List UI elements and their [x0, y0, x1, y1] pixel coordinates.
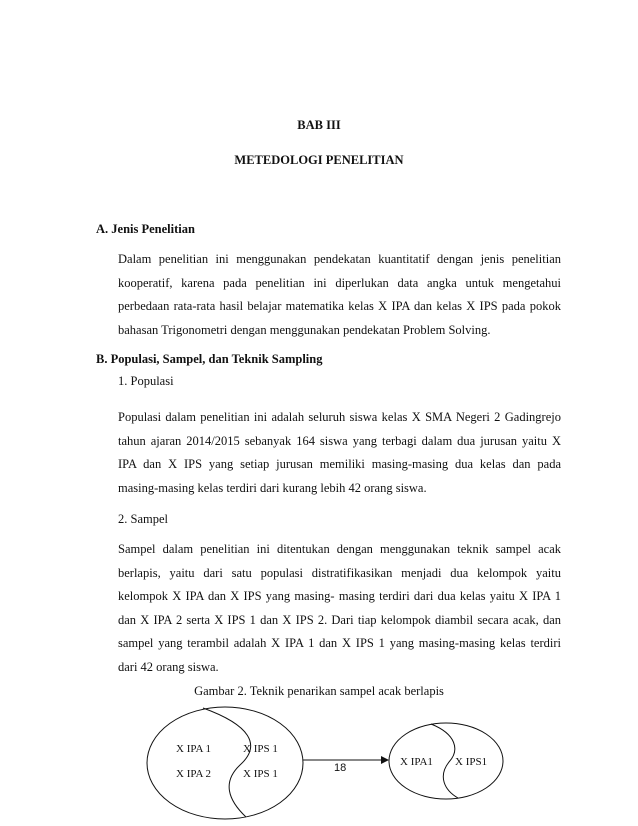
paragraph-line: kelompok X IPA dan X IPS yang masing- masing terdiri dari dua kelas yaitu X IPA 1 [118, 589, 561, 603]
paragraph-line: dari 42 orang siswa. [118, 659, 219, 674]
paragraph-line: dan X IPA 2 serta X IPS 1 dan X IPS 2. Dari tiap kelompok diambil secara acak, dan [118, 612, 561, 627]
paragraph-line: kooperatif, karena pada penelitian ini diperlukan data angka untuk mengetahui [118, 275, 561, 290]
paragraph-line: masing-masing kelas terdiri dari kurang lebih 42 orang siswa. [118, 480, 427, 495]
paragraph-line: Populasi dalam penelitian ini adalah seluruh siswa kelas X SMA Negeri 2 Gadingrejo [118, 410, 561, 424]
paragraph-line: IPA dan X IPS yang setiap jurusan memiliki masing-masing dua kelas dan pada [118, 457, 561, 471]
paragraph-line: tahun ajaran 2014/2015 sebanyak 164 siswa yang terbagi dalam dua jurusan yaitu X [118, 433, 561, 448]
arrow-head [381, 756, 389, 764]
sampel-paragraph [118, 538, 561, 679]
label-x-ips-sample: X IPS1 [455, 756, 488, 768]
paragraph-line: bahasan Trigonometri dengan menggunakan pendekatan Problem Solving. [118, 322, 491, 337]
paragraph-line: perbedaan rata-rata hasil belajar matematika kelas X IPA dan kelas X IPS pada pokok [118, 299, 561, 313]
sample-divider [431, 724, 458, 798]
page-number: 18 [334, 762, 347, 774]
label-x-ips-1b: X IPS 1 [243, 768, 278, 780]
section-a-paragraph [118, 248, 561, 342]
label-x-ipa-sample: X IPA1 [400, 756, 433, 768]
figure-caption: Gambar 2. Teknik penarikan sampel acak berlapis [194, 684, 444, 698]
sampling-diagram [0, 700, 638, 826]
subsection-populasi: 1. Populasi [118, 374, 174, 388]
label-x-ipa-2: X IPA 2 [176, 768, 212, 780]
paragraph-line: Dalam penelitian ini menggunakan pendekatan kuantitatif dengan jenis penelitian [118, 252, 561, 266]
label-x-ipa-1: X IPA 1 [176, 743, 212, 755]
paragraph-line: berlapis, yaitu dari satu populasi distratifikasikan menjadi dua kelompok yaitu [118, 565, 561, 580]
populasi-paragraph [118, 406, 561, 500]
chapter-title: METEDOLOGI PENELITIAN [234, 153, 404, 167]
paragraph-line: Sampel dalam penelitian ini ditentukan dengan menggunakan teknik sampel acak [118, 542, 561, 556]
subsection-sampel: 2. Sampel [118, 512, 168, 526]
section-a-heading: A. Jenis Penelitian [96, 222, 195, 236]
population-ellipse [147, 707, 303, 819]
population-divider [203, 708, 251, 817]
paragraph-line: sampel yang terambil adalah X IPA 1 dan X IPS 1 yang masing-masing kelas terdiri [118, 636, 561, 650]
chapter-number: BAB III [297, 118, 341, 132]
section-b-heading: B. Populasi, Sampel, dan Teknik Sampling [96, 352, 323, 366]
label-x-ips-1: X IPS 1 [243, 743, 278, 755]
